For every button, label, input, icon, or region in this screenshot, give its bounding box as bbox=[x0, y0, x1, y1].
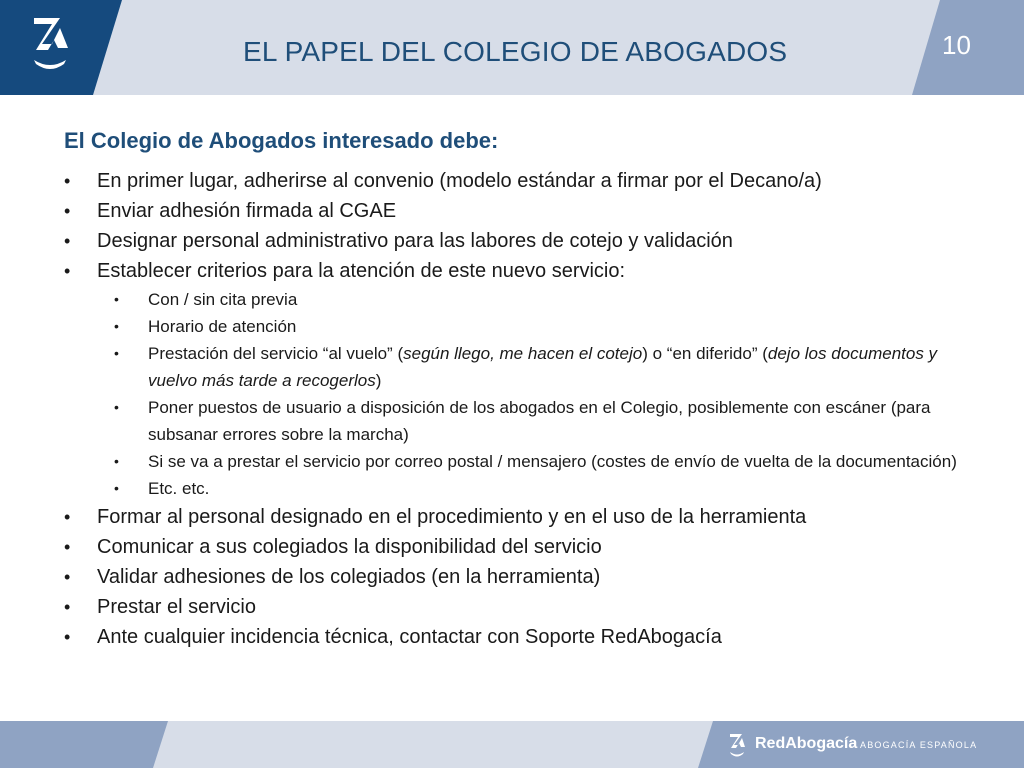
list-item-text: Comunicar a sus colegiados la disponibilidad del servicio bbox=[97, 536, 602, 558]
sub-list-item-text: Si se va a prestar el servicio por correo postal / mensajero (costes de envío de vuelta de la documentación) bbox=[148, 452, 957, 471]
list-item-text: Formar al personal designado en el procedimiento y en el uso de la herramienta bbox=[97, 506, 807, 528]
bullet-icon: • bbox=[114, 480, 119, 496]
list-item bbox=[64, 196, 964, 226]
sub-list-item-italic: según llego, me hacen el cotejo bbox=[403, 344, 643, 363]
bullet-list bbox=[64, 166, 964, 652]
bullet-icon: • bbox=[114, 345, 119, 361]
sub-list-item-text: Horario de atención bbox=[148, 317, 297, 336]
list-item bbox=[64, 166, 964, 196]
bullet-icon: • bbox=[114, 291, 119, 307]
bullet-icon: • bbox=[64, 201, 71, 221]
main-content bbox=[64, 128, 964, 652]
bullet-icon: • bbox=[64, 567, 71, 587]
list-item bbox=[64, 592, 964, 622]
sub-list-item-text: Poner puestos de usuario a disposición de los abogados en el Colegio, posiblemente con escáner (para subsanar errores sobre la marcha) bbox=[148, 398, 931, 444]
sub-list-item-text: Prestación del servicio “al vuelo” ( bbox=[148, 344, 404, 363]
sub-list-item bbox=[64, 475, 964, 502]
list-item-text: Designar personal administrativo para las labores de cotejo y validación bbox=[97, 230, 733, 252]
abogacia-logo-icon bbox=[30, 14, 70, 74]
sub-list-item bbox=[64, 286, 964, 313]
sub-list-item bbox=[64, 313, 964, 340]
slide-title: EL PAPEL DEL COLEGIO DE ABOGADOS bbox=[243, 36, 788, 67]
sub-list-item-text: ) bbox=[375, 371, 382, 390]
bullet-icon: • bbox=[64, 537, 71, 557]
page-number: 10 bbox=[942, 30, 971, 60]
list-item-text: En primer lugar, adherirse al convenio (modelo estándar a firmar por el Decano/a) bbox=[97, 170, 822, 192]
list-item bbox=[64, 226, 964, 256]
bullet-icon: • bbox=[64, 261, 71, 281]
sub-list-item-text: Etc. etc. bbox=[148, 479, 210, 498]
footer-tagline: ABOGACÍA ESPAÑOLA bbox=[860, 740, 978, 750]
sub-list-item-italic: dejo los documentos y vuelvo más tarde a recogerlos bbox=[148, 344, 938, 390]
bullet-icon: • bbox=[64, 507, 71, 527]
bullet-icon: • bbox=[114, 318, 119, 334]
sub-list-item bbox=[64, 340, 964, 394]
list-item bbox=[64, 532, 964, 562]
list-item-text: Prestar el servicio bbox=[97, 596, 256, 618]
section-heading: El Colegio de Abogados interesado debe: bbox=[64, 128, 499, 153]
bullet-icon: • bbox=[64, 627, 71, 647]
bullet-icon: • bbox=[64, 597, 71, 617]
list-item-text: Establecer criterios para la atención de este nuevo servicio: bbox=[97, 260, 626, 282]
sub-list-item-text: Con / sin cita previa bbox=[148, 290, 298, 309]
list-item bbox=[64, 562, 964, 592]
bullet-icon: • bbox=[114, 453, 119, 469]
sub-list-item-text: ) o “en diferido” ( bbox=[642, 344, 768, 363]
bullet-icon: • bbox=[64, 231, 71, 251]
list-item bbox=[64, 256, 964, 502]
redabogacia-logo-icon bbox=[728, 732, 746, 758]
bullet-icon: • bbox=[114, 399, 119, 415]
sub-bullet-list bbox=[97, 286, 964, 502]
list-item-text: Ante cualquier incidencia técnica, contactar con Soporte RedAbogacía bbox=[97, 626, 722, 648]
list-item bbox=[64, 622, 964, 652]
sub-list-item bbox=[64, 394, 964, 448]
footer-brand: RedAbogacía bbox=[755, 735, 858, 752]
list-item-text: Validar adhesiones de los colegiados (en la herramienta) bbox=[97, 566, 601, 588]
list-item bbox=[64, 502, 964, 532]
bullet-icon: • bbox=[64, 171, 71, 191]
list-item-text: Enviar adhesión firmada al CGAE bbox=[97, 200, 397, 222]
sub-list-item bbox=[64, 448, 964, 475]
